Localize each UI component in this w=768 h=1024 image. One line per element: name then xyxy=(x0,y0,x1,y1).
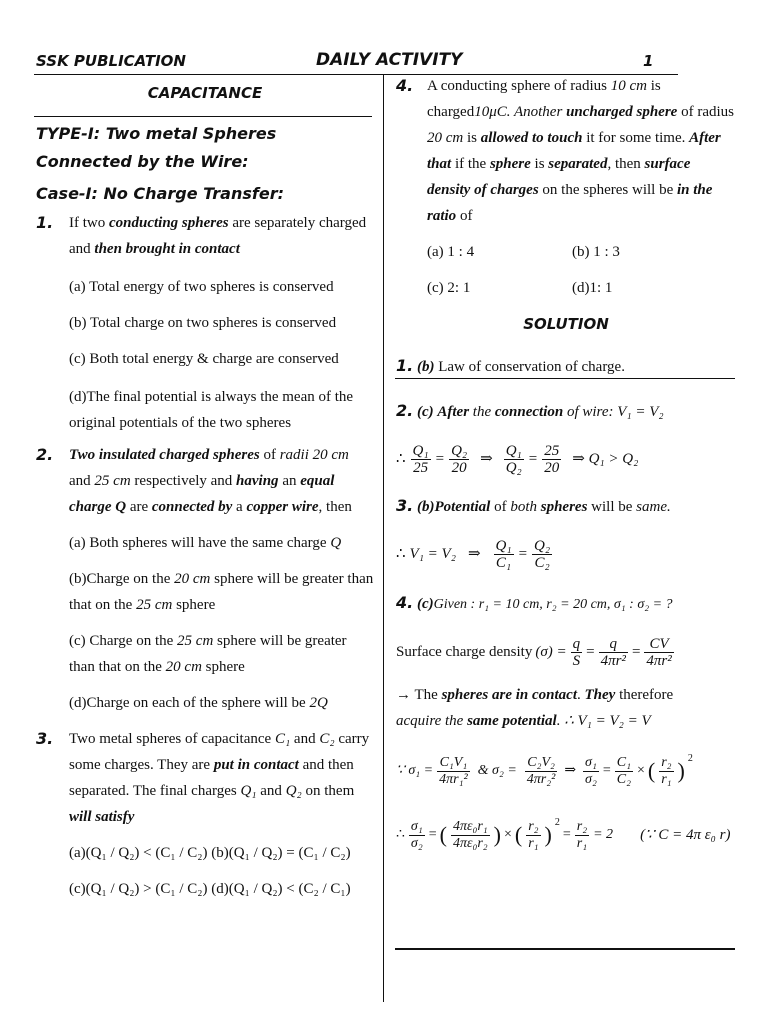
topic-title: CAPACITANCE xyxy=(147,84,263,102)
q4-options-ab xyxy=(396,239,736,265)
solution-1: 1. (b) Law of conservation of charge. xyxy=(396,356,625,375)
activity-title: DAILY ACTIVITY xyxy=(316,50,463,70)
q2-emph: equal charge Q xyxy=(69,473,335,515)
q2-option-b: (b)Charge on the 20 cm sphere will be greater than that on the 25 cm sphere xyxy=(69,571,374,613)
q3-option-b: (b)(Q₁ / Q₂) = (C₁ / C₂) xyxy=(211,845,351,861)
q2-option-d: (d)Charge on each of the sphere will be 2Q xyxy=(69,695,328,711)
case-title: Case-I: No Charge Transfer: xyxy=(36,184,284,203)
type-title: TYPE-I: Two metal Spheres Connected by the Wire: xyxy=(36,124,277,171)
q4-option-b: (b) 1 : 3 xyxy=(572,244,620,260)
solution-4: 4. (c)Given : r₁ = 10 cm, r₂ = 20 cm, σ₁ : σ₂ = ? xyxy=(396,593,673,612)
q2-text: a xyxy=(232,499,247,515)
q2-text: , then xyxy=(318,499,352,515)
q1-text: are separately charged and xyxy=(69,215,367,257)
q1-text: If two xyxy=(69,215,109,231)
q2-italic: 25 cm xyxy=(94,473,131,489)
q2-italic: radii 20 cm xyxy=(279,447,349,463)
solution-4-ratio-equation: ∵ σ₁ = $\frac{\text{C₁V₁}}{\text{4πr₁²}}$ & σ₂ = $\frac{\text{C₂V₂}}{\text{4πr₂²}}$ ⇒ $\frac{\text{σ₁}}{\text{σ₂}}$ = $\frac{\text{C₁}}{\text{C₂}}$ × ( $\frac{\text{r₂}}{\text{r₁}}$ ) $^2$ xyxy=(396,753,693,787)
q3-options-ab xyxy=(36,840,374,866)
solution-2: 2. (c) After the connection of wire: V₁ = V₂ xyxy=(396,401,664,420)
q3-option-a: (a)(Q₁ / Q₂) < (C₁ / C₂) xyxy=(69,845,208,861)
question-3: 3. Two metal spheres of capacitance C₁ and C₂ carry some charges. They are put in contact and then separated. The final charges Q₁ and Q₂ on them will satisfy xyxy=(36,726,374,830)
q1-emph: then brought in contact xyxy=(94,241,240,257)
q4-option-d: (d)1: 1 xyxy=(572,280,613,296)
q2-emph: connected by xyxy=(151,499,233,515)
q2-text: and xyxy=(69,473,95,489)
page-number: 1 xyxy=(643,52,654,70)
solution-3: 3. (b)Potential of both spheres will be same. xyxy=(396,496,671,515)
q2-emph: copper wire xyxy=(246,499,319,515)
q4-option-c: (c) 2: 1 xyxy=(427,280,471,296)
q1-option-b: (b) Total charge on two spheres is conserved xyxy=(69,315,337,331)
q2-option-c: (c) Charge on the 25 cm sphere will be greater than that on the 20 cm sphere xyxy=(69,633,347,675)
question-4: 4. A conducting sphere of radius 10 cm is charged10μC. Another uncharged sphere of radius 20 cm is allowed to touch it for some time. After that if the sphere is separated, then surface density of charges on the spheres will be in the ratio of xyxy=(396,73,736,229)
question-number: 4. xyxy=(396,76,414,95)
q1-option-a: (a) Total energy of two spheres is conserved xyxy=(69,279,334,295)
end-rule xyxy=(395,948,735,950)
right-column xyxy=(396,73,736,860)
solution-title: SOLUTION xyxy=(523,315,609,333)
q1-option-c: (c) Both total energy & charge are conserved xyxy=(69,351,339,367)
solution-2-equation: ∴ $\frac{\text{Q₁}}{25}$ = $\frac{\text{Q₂}}{20}$ ⇒ $\frac{\text{Q₁}}{\text{Q₂}}$ = $\frac{25}{20}$ ⇒ Q₁ > Q₂ xyxy=(396,442,639,476)
solution-4-contact-text: → The spheres are in contact. They therefore acquire the same potential. ∴ V₁ = V₂ = V xyxy=(396,687,674,729)
q2-text: are xyxy=(126,499,152,515)
q2-text: of xyxy=(259,447,280,463)
q2-option-a: (a) Both spheres will have the same charge Q xyxy=(69,535,342,551)
left-column xyxy=(36,80,374,902)
q2-text: respectively and xyxy=(130,473,237,489)
q4-option-a: (a) 1 : 4 xyxy=(427,244,475,260)
question-2 xyxy=(36,442,374,520)
publisher-name: SSK PUBLICATION xyxy=(36,52,186,70)
question-number: 2. xyxy=(36,445,54,464)
question-1 xyxy=(36,210,374,262)
q2-text: an xyxy=(278,473,301,489)
q3-option-d: (d)(Q₁ / Q₂) < (C₂ / C₁) xyxy=(211,881,351,897)
q2-emph: Two insulated charged spheres xyxy=(69,447,260,463)
question-number: 3. xyxy=(36,729,54,748)
solution-3-equation: ∴ V₁ = V₂ ⇒ $\frac{\text{Q₁}}{\text{C₁}}$ = $\frac{\text{Q₂}}{\text{C₂}}$ xyxy=(396,537,551,571)
solution-4-final-equation: ∴ $\frac{\text{σ₁}}{\text{σ₂}}$ = ( $\frac{\text{4πε₀r₁}}{\text{4πε₀r₂}}$ ) × ( $\frac{\text{r₂}}{\text{r₁}}$ ) $^2$ = $\frac{\text{r₂}}{\text{r₁}}$ = 2 (∵ C = 4π ε₀ r) xyxy=(396,817,731,851)
q3-option-c: (c)(Q₁ / Q₂) > (C₁ / C₂) xyxy=(69,881,208,897)
q3-options-cd xyxy=(36,876,374,902)
q1-emph: conducting spheres xyxy=(109,215,229,231)
question-number: 1. xyxy=(36,213,54,232)
column-divider xyxy=(383,74,384,1002)
q2-emph: having xyxy=(236,473,279,489)
q4-options-cd xyxy=(396,275,736,301)
q1-option-d: (d)The final potential is always the mean of the original potentials of the two spheres xyxy=(69,389,354,431)
surface-charge-density-formula: Surface charge density (σ) = $\frac{q}{S}$ = $\frac{q}{\text{4πr²}}$ = $\frac{CV}{\text{4πr²}}$ xyxy=(396,635,672,669)
